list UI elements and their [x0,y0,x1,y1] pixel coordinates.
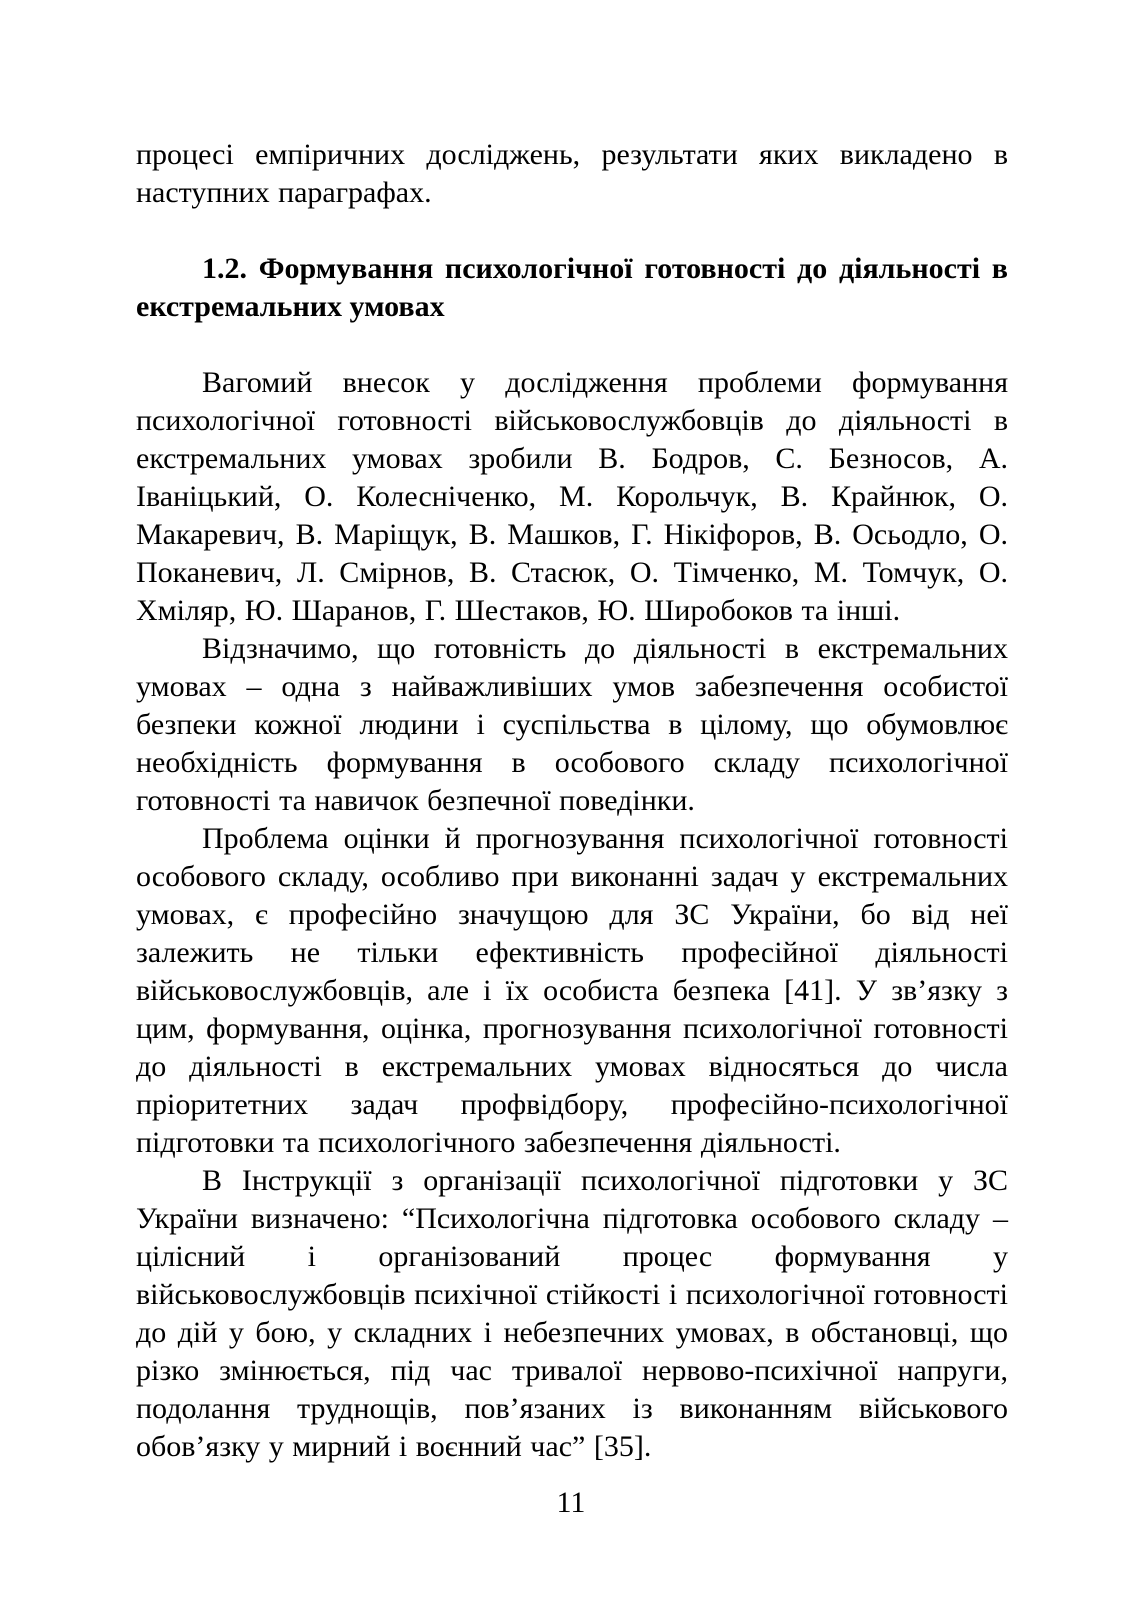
page-body [136,136,1008,1466]
section-heading: 1.2. Формування психологічної готовності до діяльності в екстремальних умовах [136,252,1008,323]
paragraph-intro: процесі емпіричних досліджень, результати яких викладено в наступних параграфах. [136,138,1008,209]
paragraph-contributors: Вагомий внесок у дослідження проблеми формування психологічної готовності військовослужбовців до діяльності в екстремальних умовах зробили В. Бодров, С. Безносов, А. Іваніцький, О. Колесніченко, М. Корольчук, В. Крайнюк, О. Макаревич, В. Маріщук, В. Машков, Г. Нікіфоров, В. Осьодло, О. Поканевич, Л. Смірнов, В. Стасюк, О. Тімченко, М. Томчук, О. Хміляр, Ю. Шаранов, Г. Шестаков, Ю. Широбоков та інші. [136,366,1008,627]
paragraph-instruction-definition: В Інструкції з організації психологічної підготовки у ЗС України визначено: “Психологічна підготовка особового складу – цілісний і організований процес формування у військовослужбовців психічної стійкості і психологічної готовності до дій у бою, у складних і небезпечних умовах, в обстановці, що різко змінюється, під час тривалої нервово-психічної напруги, подолання труднощів, пов’язаних із виконанням військового обов’язку у мирний і воєнний час” [35]. [136,1164,1008,1463]
page-number: 11 [556,1486,586,1519]
paragraph-assessment-problem: Проблема оцінки й прогнозування психологічної готовності особового складу, особливо при виконанні задач у екстремальних умовах, є професійно значущою для ЗС України, бо від неї залежить не тільки ефективність професійної діяльності військовослужбовців, але і їх особиста безпека [41]. У зв’язку з цим, формування, оцінка, прогнозування психологічної готовності до діяльності в екстремальних умовах відносяться до числа пріоритетних задач профвідбору, професійно-психологічної підготовки та психологічного забезпечення діяльності. [136,822,1008,1159]
paragraph-readiness-importance: Відзначимо, що готовність до діяльності в екстремальних умовах – одна з найважливіших умов забезпечення особистої безпеки кожної людини і суспільства в цілому, що обумовлює необхідність формування в особового складу психологічної готовності та навичок безпечної поведінки. [136,632,1008,817]
page-footer [0,1484,1142,1522]
